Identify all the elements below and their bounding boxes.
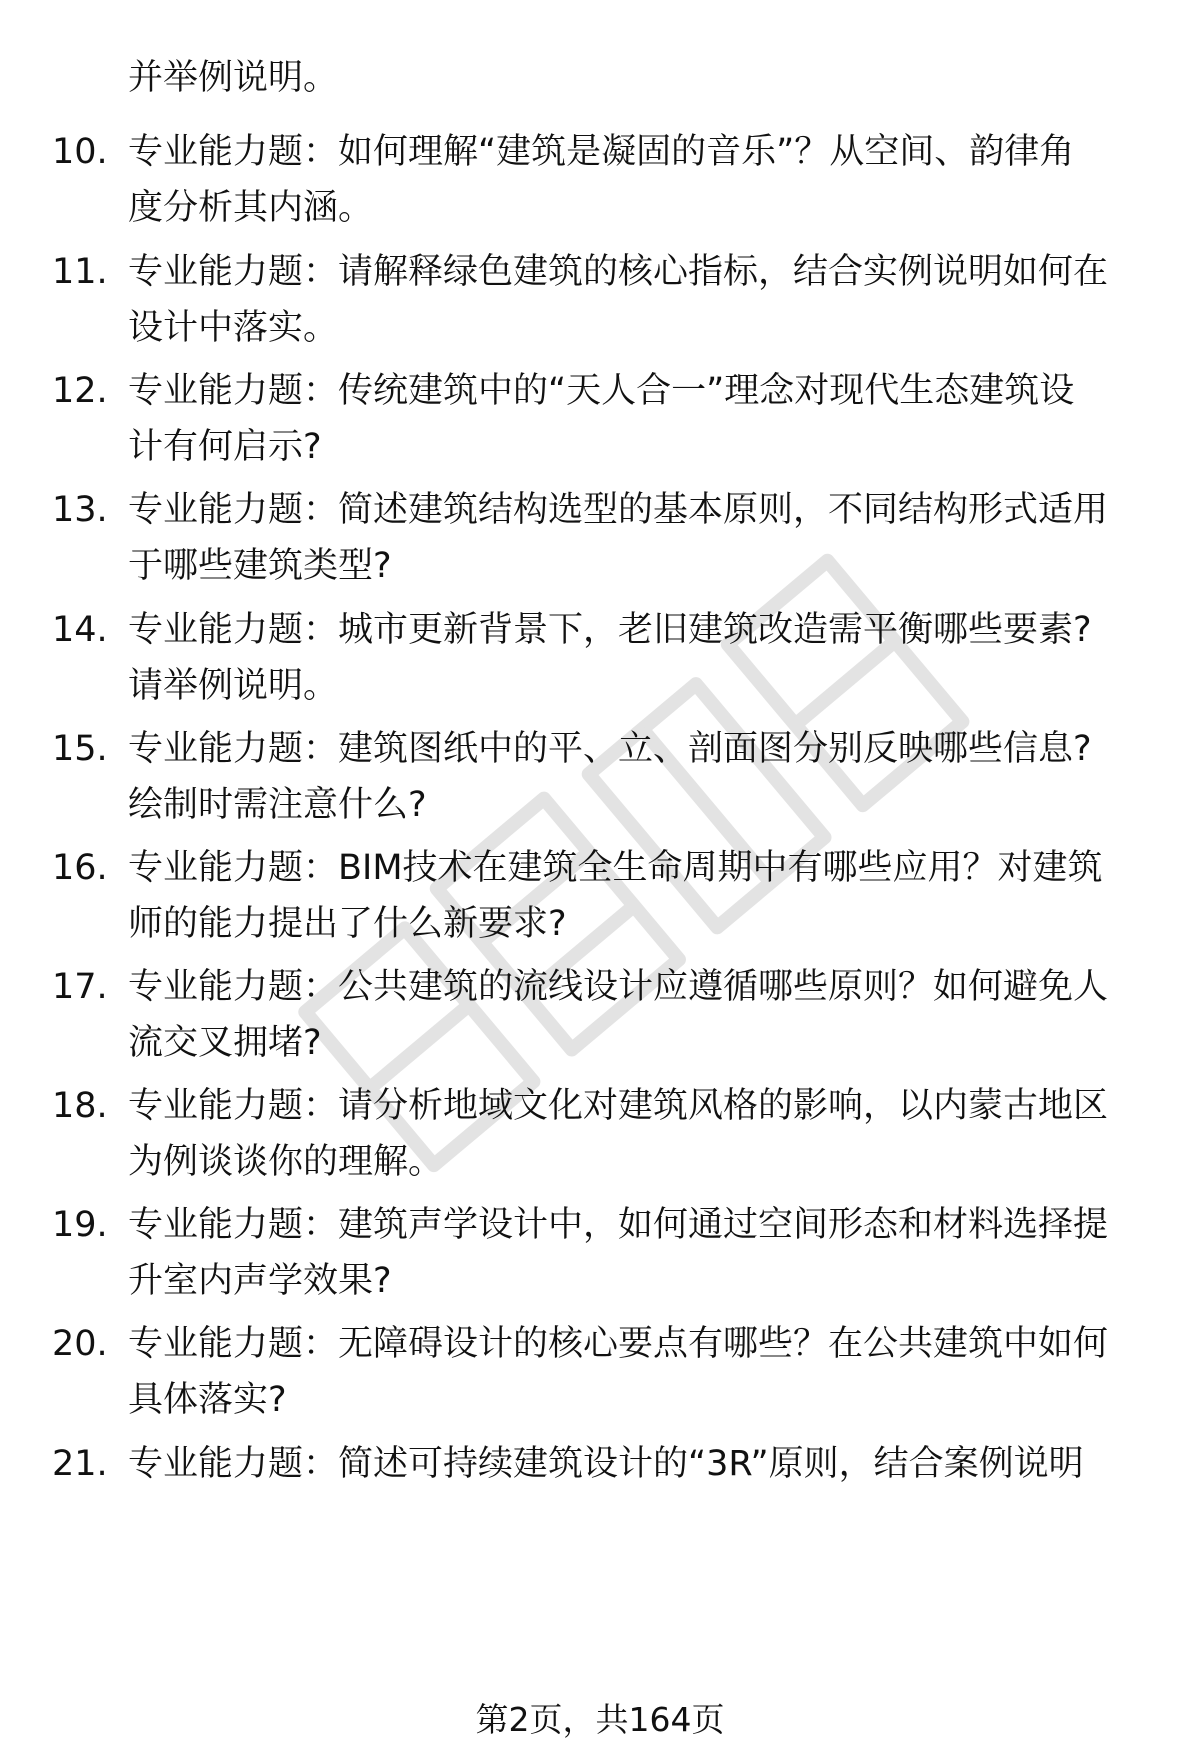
question-number: 16. (52, 848, 108, 888)
question-text-line2: 度分析其内涵。 (128, 188, 374, 228)
question-text-line2: 设计中落实。 (128, 308, 339, 348)
question-text-line1: 专业能力题：城市更新背景下，老旧建筑改造需平衡哪些要素? (128, 610, 1092, 650)
question-text-line1: 专业能力题：简述可持续建筑设计的“3R”原则，结合案例说明 (128, 1444, 1084, 1484)
question-number: 20. (52, 1324, 108, 1364)
question-text-line1: 专业能力题：简述建筑结构选型的基本原则，不同结构形式适用 (128, 490, 1109, 530)
question-text-line1: 专业能力题：公共建筑的流线设计应遵循哪些原则？如何避免人 (128, 967, 1109, 1007)
question-text-line2: 具体落实? (128, 1380, 287, 1420)
question-number: 15. (52, 729, 108, 769)
continuation-text: 并举例说明。 (128, 58, 339, 98)
question-text-line1: 专业能力题：无障碍设计的核心要点有哪些？在公共建筑中如何 (128, 1324, 1109, 1364)
question-number: 19. (52, 1205, 108, 1245)
question-text-line2: 升室内声学效果? (128, 1261, 392, 1301)
page-footer: 第2页，共164页 (475, 1700, 725, 1739)
question-text-line2: 请举例说明。 (128, 666, 339, 706)
question-number: 14. (52, 610, 108, 650)
question-text-line1: 专业能力题：请解释绿色建筑的核心指标，结合实例说明如何在 (128, 252, 1109, 292)
question-number: 10. (52, 132, 108, 172)
question-text-line1: 专业能力题：建筑图纸中的平、立、剖面图分别反映哪些信息? (128, 729, 1092, 769)
question-text-line2: 为例谈谈你的理解。 (128, 1142, 444, 1182)
question-text-line2: 计有何启示? (128, 427, 322, 467)
question-text-line1: 专业能力题：如何理解“建筑是凝固的音乐”？从空间、韵律角 (128, 132, 1075, 172)
question-number: 17. (52, 967, 108, 1007)
question-text-line2: 师的能力提出了什么新要求? (128, 904, 567, 944)
question-text-line1: 专业能力题：建筑声学设计中，如何通过空间形态和材料选择提 (128, 1205, 1109, 1245)
question-number: 21. (52, 1444, 108, 1484)
question-text-line1: 专业能力题：BIM技术在建筑全生命周期中有哪些应用？对建筑 (128, 848, 1103, 888)
question-number: 13. (52, 490, 108, 530)
question-text-line1: 专业能力题：请分析地域文化对建筑风格的影响，以内蒙古地区 (128, 1086, 1109, 1126)
question-number: 11. (52, 252, 108, 292)
question-number: 12. (52, 371, 108, 411)
question-text-line2: 绘制时需注意什么? (128, 785, 427, 825)
question-number: 18. (52, 1086, 108, 1126)
question-text-line2: 于哪些建筑类型? (128, 546, 392, 586)
question-text-line1: 专业能力题：传统建筑中的“天人合一”理念对现代生态建筑设 (128, 371, 1075, 411)
question-text-line2: 流交叉拥堵? (128, 1023, 322, 1063)
